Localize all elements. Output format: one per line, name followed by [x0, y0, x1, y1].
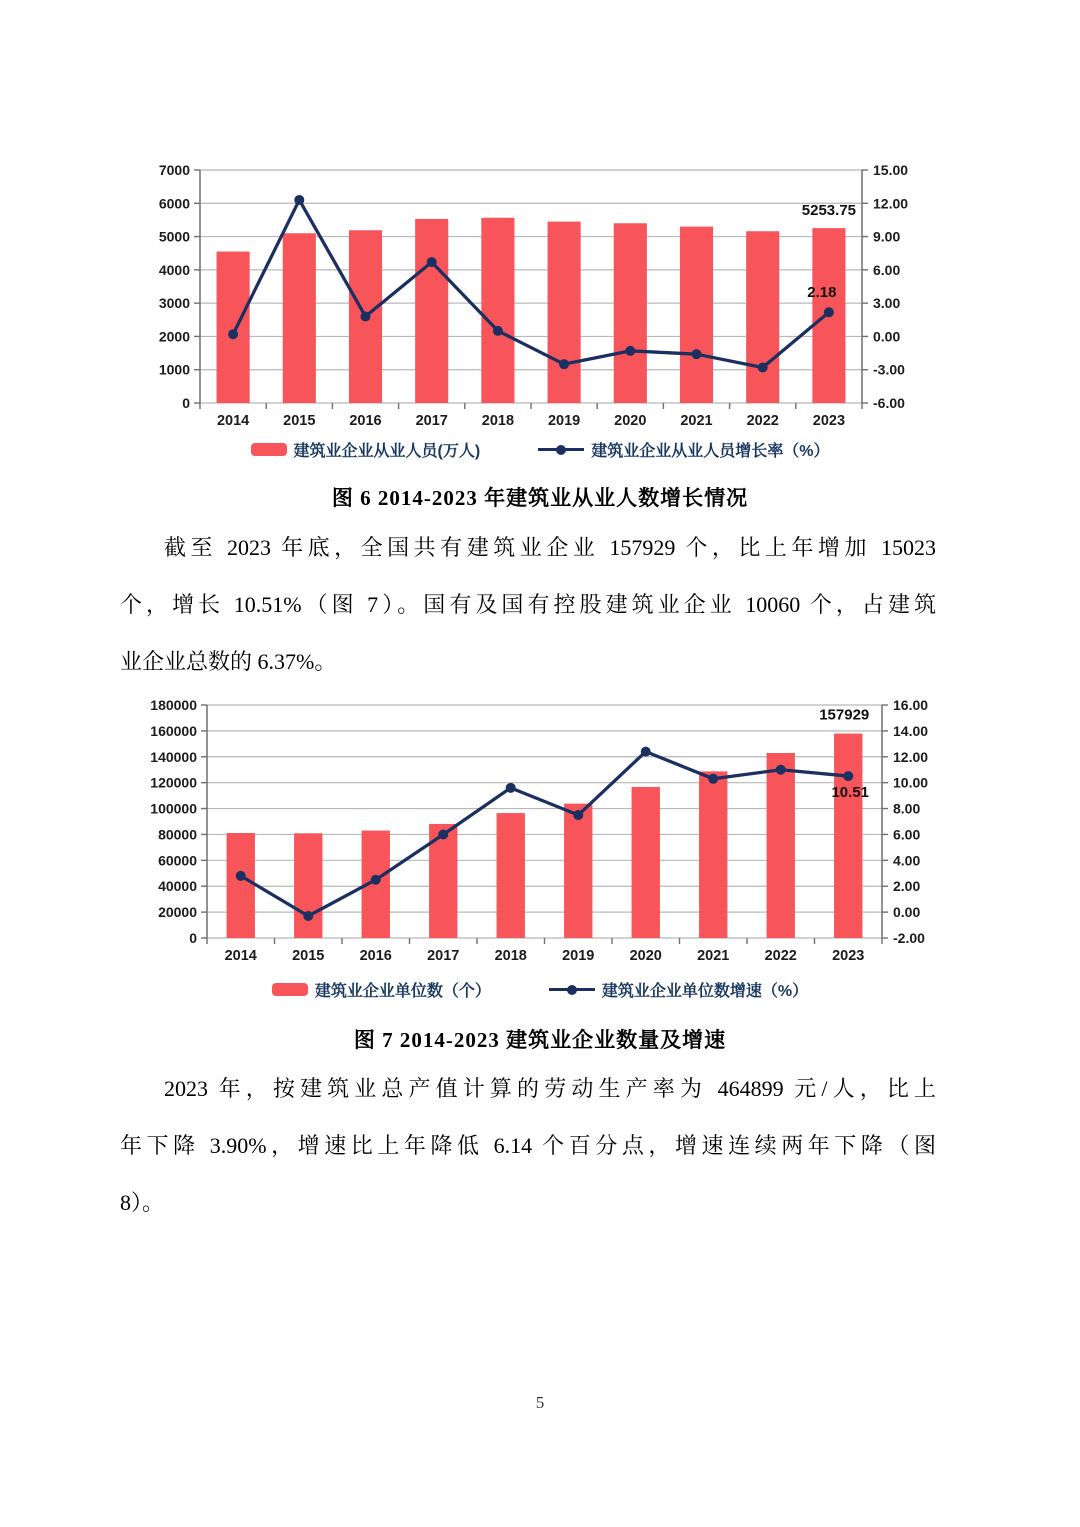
bar-swatch-icon	[251, 443, 287, 456]
left-axis-label: 20000	[158, 904, 197, 921]
bar-2023	[834, 734, 862, 938]
line-point-2020	[625, 346, 635, 356]
bar-2020	[614, 223, 647, 403]
left-axis-label: 0	[182, 395, 190, 411]
bar-2015	[283, 233, 316, 403]
right-axis-label: 9.00	[873, 228, 901, 245]
bar-swatch-icon	[272, 983, 308, 996]
line-point-2015	[303, 911, 313, 921]
x-axis-label: 2021	[680, 413, 713, 429]
line-point-2017	[438, 829, 448, 839]
data-label-5253.75: 5253.75	[801, 202, 857, 220]
data-label-2.18: 2.18	[807, 284, 837, 302]
right-axis-label: 14.00	[893, 722, 929, 739]
x-axis-label: 2019	[547, 413, 581, 429]
left-axis-label: 180000	[150, 697, 197, 713]
right-axis-label: -3.00	[873, 361, 905, 378]
data-label-157929: 157929	[819, 706, 870, 724]
x-axis-label: 2016	[349, 413, 382, 429]
left-axis-label: 1000	[158, 361, 190, 378]
line-point-2016	[361, 311, 371, 321]
line-point-2023	[824, 307, 834, 317]
data-label-10.51: 10.51	[831, 784, 870, 802]
line-point-2018	[506, 783, 516, 793]
left-axis-label: 0	[189, 930, 197, 946]
x-axis-label: 2020	[614, 413, 647, 429]
left-axis-label: 4000	[158, 261, 190, 278]
left-axis-label: 2000	[158, 328, 190, 345]
line-point-2020	[641, 747, 651, 757]
legend-label: 建筑业企业从业人员(万人)	[293, 443, 481, 460]
legend-label: 建筑业企业从业人员增长率（%）	[591, 443, 830, 460]
line-marker-icon	[567, 985, 577, 995]
line-point-2019	[573, 810, 583, 820]
right-axis-label: 8.00	[893, 800, 921, 817]
x-axis-label: 2023	[812, 413, 846, 429]
x-axis-label: 2015	[292, 948, 325, 964]
left-axis-label: 100000	[150, 800, 197, 817]
paragraph-line: 个，增长 10.51%（图 7）。国有及国有控股建筑业企业 10060 个，占建筑	[120, 592, 936, 617]
bar-2017	[415, 219, 448, 403]
paragraph-line: 2023 年，按建筑业总产值计算的劳动生产率为 464899 元/人，比上	[164, 1076, 936, 1101]
right-axis-label: 15.00	[873, 162, 909, 178]
right-axis-label: 16.00	[893, 697, 929, 713]
x-axis-label: 2022	[746, 413, 779, 429]
left-axis-label: 140000	[150, 748, 197, 765]
x-axis-label: 2016	[359, 948, 392, 964]
right-axis-label: -6.00	[873, 395, 905, 411]
line-point-2016	[371, 875, 381, 885]
line-point-2018	[493, 326, 503, 336]
bar-2019	[564, 804, 592, 938]
left-axis-label: 3000	[158, 295, 190, 312]
x-axis-label: 2023	[832, 948, 865, 964]
paragraph-line: 截至 2023 年底，全国共有建筑业企业 157929 个，比上年增加 15023	[164, 535, 936, 560]
x-axis-label: 2018	[481, 413, 515, 429]
paragraph-line: 业企业总数的 6.37%。	[120, 649, 337, 674]
bar-2018	[497, 813, 525, 938]
legend-label: 建筑业企业单位数（个）	[314, 983, 491, 1000]
right-axis-label: 12.00	[873, 195, 909, 212]
line-point-2021	[692, 349, 702, 359]
right-axis-label: -2.00	[893, 930, 925, 946]
right-axis-label: 2.00	[893, 878, 921, 895]
bar-2018	[481, 218, 514, 403]
x-axis-label: 2014	[216, 413, 250, 429]
enterprise-chart-legend	[0, 978, 1080, 1001]
figure7-caption: 图 7 2014-2023 建筑业企业数量及增速	[353, 1028, 727, 1052]
bar-2020	[632, 787, 660, 938]
employment-chart	[130, 150, 930, 442]
right-axis-label: 12.00	[893, 748, 929, 765]
line-point-2019	[559, 359, 569, 369]
left-axis-label: 6000	[158, 195, 190, 212]
right-axis-label: 6.00	[893, 826, 921, 843]
left-axis-label: 40000	[158, 878, 197, 895]
line-point-2017	[427, 257, 437, 267]
growth-line	[241, 752, 849, 916]
bar-2015	[294, 833, 322, 938]
line-point-2014	[228, 329, 238, 339]
x-axis-label: 2015	[283, 413, 316, 429]
legend-item-growth-rate	[538, 438, 829, 461]
left-axis-label: 160000	[150, 722, 197, 739]
right-axis-label: 3.00	[873, 295, 901, 312]
x-axis-label: 2020	[629, 948, 662, 964]
bar-2014	[217, 252, 250, 403]
left-axis-label: 120000	[150, 774, 197, 791]
x-axis-label: 2018	[494, 948, 527, 964]
right-axis-label: 6.00	[873, 261, 901, 278]
bar-2022	[746, 231, 779, 403]
bar-2021	[699, 771, 727, 938]
x-axis-label: 2021	[697, 948, 730, 964]
paragraph-line: 8）。	[120, 1190, 165, 1215]
growth-line	[233, 200, 829, 368]
right-axis-label: 10.00	[893, 774, 929, 791]
employment-chart-legend	[0, 438, 1080, 461]
figure6-caption: 图 6 2014-2023 年建筑业从业人数增长情况	[331, 486, 749, 510]
line-swatch-icon	[549, 988, 595, 991]
page-number: 5	[535, 1393, 545, 1412]
paragraph-enterprise-count	[120, 519, 936, 690]
x-axis-label: 2022	[764, 948, 797, 964]
x-axis-label: 2017	[427, 948, 460, 964]
left-axis-label: 60000	[158, 852, 197, 869]
legend-item-unit-growth	[549, 978, 808, 1001]
left-axis-label: 5000	[158, 228, 190, 245]
x-axis-label: 2014	[224, 948, 257, 964]
paragraph-labor-productivity	[120, 1060, 936, 1231]
right-axis-label: 0.00	[873, 328, 901, 345]
line-point-2023	[843, 771, 853, 781]
paragraph-line: 年下降 3.90%，增速比上年降低 6.14 个百分点，增速连续两年下降（图	[120, 1133, 936, 1158]
line-point-2015	[294, 195, 304, 205]
line-point-2021	[708, 774, 718, 784]
right-axis-label: 0.00	[893, 904, 921, 921]
bar-2021	[680, 227, 713, 403]
line-swatch-icon	[538, 448, 584, 451]
x-axis-label: 2017	[415, 413, 448, 429]
bar-2019	[548, 222, 581, 403]
line-point-2022	[758, 362, 768, 372]
legend-item-units	[272, 978, 491, 1001]
legend-label: 建筑业企业单位数增速（%）	[601, 983, 809, 1000]
line-point-2022	[776, 765, 786, 775]
bar-2022	[767, 753, 795, 938]
enterprise-chart	[137, 685, 947, 977]
left-axis-label: 7000	[158, 162, 190, 178]
right-axis-label: 4.00	[893, 852, 921, 869]
line-point-2014	[236, 871, 246, 881]
x-axis-label: 2019	[562, 948, 595, 964]
bar-2014	[227, 833, 255, 938]
legend-item-employees	[251, 438, 481, 461]
left-axis-label: 80000	[158, 826, 197, 843]
line-marker-icon	[556, 445, 566, 455]
